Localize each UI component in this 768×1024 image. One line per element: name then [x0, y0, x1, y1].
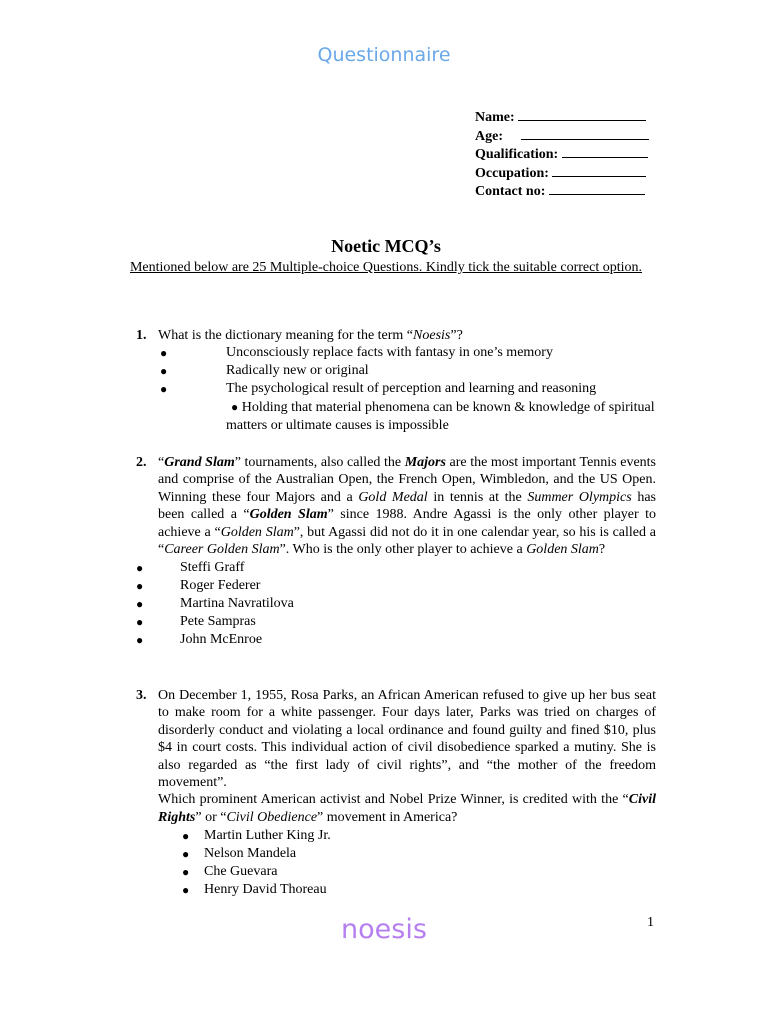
- answer-option[interactable]: ● Nelson Mandela: [182, 846, 297, 862]
- answer-option[interactable]: ● Henry David Thoreau: [182, 882, 327, 898]
- bullet-icon: ●: [231, 400, 239, 415]
- answer-option[interactable]: ● Martina Navratilova: [136, 596, 294, 612]
- bullet-icon: ●: [136, 615, 144, 630]
- bullet-icon: ●: [160, 346, 168, 361]
- occupation-label: Occupation:: [475, 165, 549, 181]
- age-label: Age:: [475, 128, 503, 144]
- qualification-label: Qualification:: [475, 147, 559, 162]
- answer-option[interactable]: ● Pete Sampras: [136, 614, 256, 630]
- contact-blank[interactable]: [549, 182, 645, 195]
- occupation-field[interactable]: [475, 164, 649, 183]
- noesis-logo: noesis: [341, 914, 427, 945]
- name-label: Name:: [475, 110, 515, 125]
- qualification-blank[interactable]: [562, 145, 648, 158]
- name-blank[interactable]: [518, 108, 646, 121]
- contact-field[interactable]: [475, 182, 649, 201]
- answer-option[interactable]: ● The psychological result of perception and learning and reasoning: [160, 381, 597, 397]
- name-field[interactable]: [475, 108, 649, 127]
- answer-option[interactable]: ● Martin Luther King Jr.: [182, 828, 331, 844]
- respondent-info-block: [475, 108, 649, 201]
- page-header-title: Questionnaire: [317, 44, 451, 66]
- bullet-icon: ●: [136, 597, 144, 612]
- question-number: 1.: [136, 328, 147, 343]
- age-field[interactable]: [475, 127, 649, 146]
- bullet-icon: ●: [182, 865, 190, 880]
- contact-label: Contact no:: [475, 184, 546, 199]
- bullet-icon: ●: [182, 883, 190, 898]
- bullet-icon: ●: [182, 829, 190, 844]
- question-text: What is the dictionary meaning for the term “Noesis”?: [158, 328, 463, 343]
- answer-option[interactable]: ● Steffi Graff: [136, 560, 245, 576]
- bullet-icon: ●: [136, 633, 144, 648]
- bullet-icon: ●: [136, 579, 144, 594]
- answer-option[interactable]: ● Unconsciously replace facts with fantasy in one’s memory: [160, 345, 553, 361]
- answer-option[interactable]: ● Radically new or original: [160, 363, 369, 379]
- page-number: 1: [647, 915, 654, 930]
- bullet-icon: ●: [136, 561, 144, 576]
- section-title: Noetic MCQ’s: [331, 236, 441, 256]
- question-1: [136, 327, 656, 435]
- question-text: On December 1, 1955, Rosa Parks, an African American refused to give up her bus seat to make room for a white passenger. Four days later, Parks was tried on charges of disorderly conduct and violating a local ordinance and found guilty and fined $10, plus $4 in court costs. This individual action of civil disobedience sparked a mutiny. She is also regarded as “the first lady of civil rights”, and “the mother of the freedom movement”. Which prominent American activist and Nobel Prize Winner, is credited with the “Civil Rights” or “Civil Obedience” movement in America?: [158, 688, 656, 825]
- question-number: 3.: [136, 688, 147, 703]
- answer-option[interactable]: ● Roger Federer: [136, 578, 261, 594]
- qualification-field[interactable]: [475, 145, 649, 164]
- age-blank[interactable]: [521, 127, 649, 140]
- question-number: 2.: [136, 455, 147, 470]
- bullet-icon: ●: [160, 364, 168, 379]
- bullet-icon: ●: [160, 382, 168, 397]
- question-3: [136, 687, 656, 899]
- answer-option[interactable]: ● John McEnroe: [136, 632, 263, 648]
- bullet-icon: ●: [182, 847, 190, 862]
- section-intro: Mentioned below are 25 Multiple-choice Questions. Kindly tick the suitable correct option.: [129, 260, 643, 275]
- answer-option[interactable]: ● Che Guevara: [182, 864, 278, 880]
- answer-option[interactable]: ● Holding that material phenomena can be known & knowledge of spiritual matters or ultimate causes is impossible: [226, 400, 655, 434]
- question-2: [136, 454, 656, 649]
- question-text: “Grand Slam” tournaments, also called the Majors are the most important Tennis events and comprise of the Australian Open, the French Open, Wimbledon, and the US Open. Winning these four Majors and a Gold Medal in tennis at the Summer Olympics has been called a “Golden Slam” since 1988. Andre Agassi is the only other player to achieve a “Golden Slam”, but Agassi did not do it in one calendar year, so his is called a “Career Golden Slam”. Who is the only other player to achieve a Golden Slam?: [158, 455, 656, 558]
- occupation-blank[interactable]: [552, 164, 646, 177]
